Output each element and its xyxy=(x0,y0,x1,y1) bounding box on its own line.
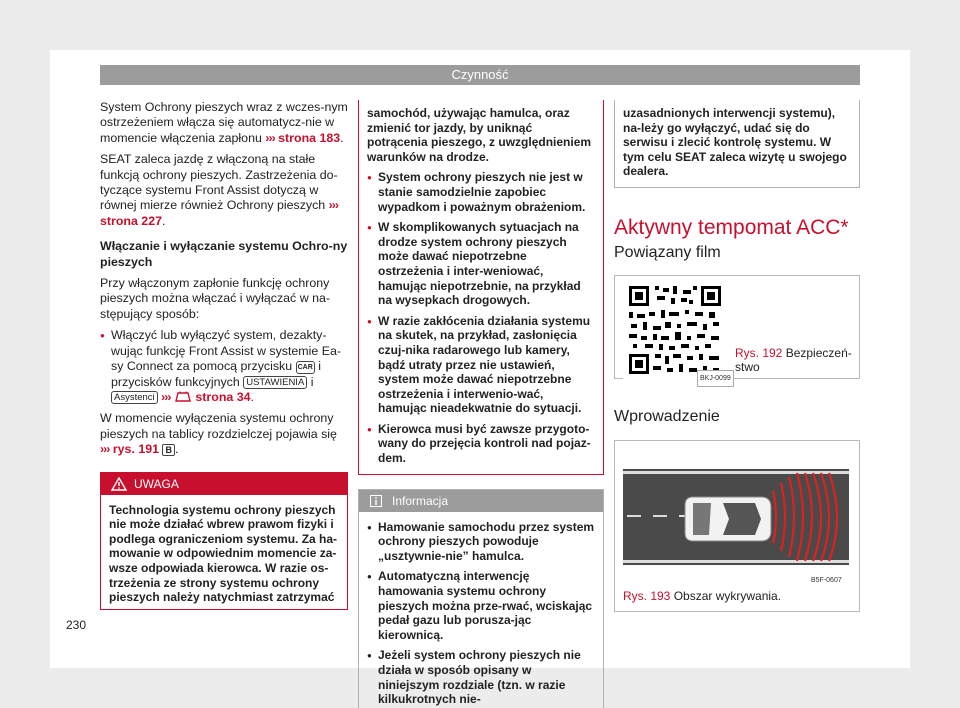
list-item: ● W skomplikowanych sytuacjach na drodze system ochrony pieszych może dawać niepotrzebne ostrzeżenia i inter-weniować, hamując niepotrzebnie, na przykład na wysepkach drogowych. xyxy=(367,220,595,308)
paragraph: W momencie wyłączenia systemu ochrony pieszych na tablicy rozdzielczej pojawia się ››› rys. 191 B . xyxy=(100,411,337,457)
page-link[interactable]: strona 227 xyxy=(100,213,162,228)
list-item: ● System ochrony pieszych nie jest w stanie samodzielnie zapobiec wypadkom i poważnym obrażeniom. xyxy=(367,170,595,214)
detection-figure xyxy=(614,440,860,612)
qr-code-icon[interactable] xyxy=(623,280,727,384)
figure-caption: Rys. 193 Obszar wykrywania. xyxy=(623,589,782,604)
figure-code: BKJ-0099 xyxy=(697,370,734,387)
reference-arrow: ››› xyxy=(265,130,275,145)
info-continuation: uzasadnionych interwencji systemu), na-leży go wyłączyć, udać się do serwisu i zlecić kontrolę systemu. W tym celu SEAT zaleca wizytę u swojego dealera. xyxy=(614,100,860,188)
subsection-title: Wprowadzenie xyxy=(614,407,720,425)
reference-arrow: ››› xyxy=(328,198,339,213)
warning-text: Technologia systemu ochrony pieszych nie może działać wbrew prawom fizyki i podlega ograniczeniom systemu. Za ha-mowanie w odpowiednim momencie za-wsze odpowiada kierowca. W razie os-trzeżenia ze strony systemu ochrony pieszych należy natychmiast zatrzymać xyxy=(109,502,338,605)
reference-arrow: ››› xyxy=(100,442,110,457)
paragraph: System Ochrony pieszych wraz z wczes-nym ostrzeżeniem włącza się automatycz-nie w momencie włączenia zapłonu ››› strona 183. xyxy=(100,100,348,145)
list-item: ● Jeżeli system ochrony pieszych nie działa w sposób opisany w niniejszym rozdziale (tzn. w razie kilkukrotnych nie- xyxy=(367,648,595,706)
info-text xyxy=(359,512,603,708)
column-3 xyxy=(614,100,860,612)
figure-code: B5F-0607 xyxy=(811,577,842,585)
page-link[interactable]: strona 183 xyxy=(278,130,341,145)
warning-header: UWAGA xyxy=(101,473,347,495)
figure-number: Rys. 193 xyxy=(623,589,671,604)
subheading: Włączanie i wyłączanie systemu Ochro-ny pieszych xyxy=(100,239,348,269)
chapter-title: Aktywny tempomat ACC* xyxy=(614,215,849,239)
key-assistants: Asystenci xyxy=(111,391,158,404)
paragraph: Przy włączonym zapłonie funkcję ochrony pieszych można włączać i wyłączać w na-stępujący sposób: xyxy=(100,276,330,321)
car-button-icon: CAR xyxy=(296,361,315,374)
warning-box xyxy=(100,472,348,610)
info-icon xyxy=(370,495,382,507)
figure-caption: Rys. 192 Bezpieczeń-stwo xyxy=(735,345,852,374)
paragraph: SEAT zaleca jazdę z włączoną na stałe funkcją ochrony pieszych. Zastrzeżenia do-tyczące systemu Front Assist dotyczą w równej mierze również Ochrony pieszych ››› strona 227. xyxy=(100,152,339,228)
column-1 xyxy=(100,100,348,610)
page-number: 230 xyxy=(66,618,87,632)
column-2 xyxy=(358,100,604,708)
info-box xyxy=(358,489,604,708)
section-header: Czynność xyxy=(100,65,860,85)
page-link[interactable]: strona 34 xyxy=(195,389,251,404)
list-item: ● W razie zakłócenia działania systemu na skutek, na przykład, zasłonięcia czuj-nika radarowego lub kamery, bądź utraty przez nie ustawień, system może dawać niepotrzebne ostrzeżenia i interwenio-wać, hamując nieadekwatnie do sytuacji. xyxy=(367,314,595,416)
warning-continuation: samochód, używając hamulca, oraz zmienić tor jazdy, by uniknąć potrącenia pieszego, z uwzględnieniem warunków na drodze. ● System ochrony pieszych nie jest w stanie samodzielnie zapobiec wypadkom i poważnym obrażeniom. ● W skomplikowanych sytuacjach na drodze system ochrony pieszych może dawać niepotrzebne ostrzeżenia i inter-weniować, hamując niepotrzebnie, na przykład na wysepkach drogowych. ● W razie zakłócenia działania systemu na skutek, na przykład, zasłonięcia czuj-nika radarowego lub kamery, bądź utraty przez nie ustawień, system może dawać niepotrzebne ostrzeżenia i interwenio-wać, hamując nieadekwatnie do sytuacji. ● Kierowca musi być zawsze przygoto-wany do przejęcia kontroli nad pojaz-dem. xyxy=(358,100,604,475)
list-item: ● Hamowanie samochodu przez system ochrony pieszych powoduje „usztywnie-nie” hamulca. xyxy=(367,520,595,564)
warning-icon xyxy=(111,477,127,491)
list-item: ● Włączyć lub wyłączyć system, dezakty-wując funkcję Front Assist w systemie Ea-sy Connect za pomocą przycisku CAR i przycisków funkcyjnych USTAWIENIA i Asystenci ››› strona 34. xyxy=(100,328,348,405)
infotainment-icon xyxy=(174,391,192,402)
key-settings: USTAWIENIA xyxy=(243,376,307,389)
callout-key: B xyxy=(162,444,175,456)
figure-link[interactable]: rys. 191 xyxy=(112,442,160,457)
subsection-title: Powiązany film xyxy=(614,244,721,262)
list-item: ● Kierowca musi być zawsze przygoto-wany do przejęcia kontroli nad pojaz-dem. xyxy=(367,422,595,466)
list-item: ● Automatyczną interwencję hamowania systemu ochrony pieszych można prze-rwać, wciskając pedał gazu lub porusza-jąc kierownicą. xyxy=(367,569,595,642)
video-figure xyxy=(614,275,860,382)
figure-number: Rys. 192 xyxy=(735,345,783,360)
info-header: Informacja xyxy=(359,490,603,512)
radar-illustration xyxy=(623,447,849,587)
reference-arrow: ››› xyxy=(161,389,171,404)
